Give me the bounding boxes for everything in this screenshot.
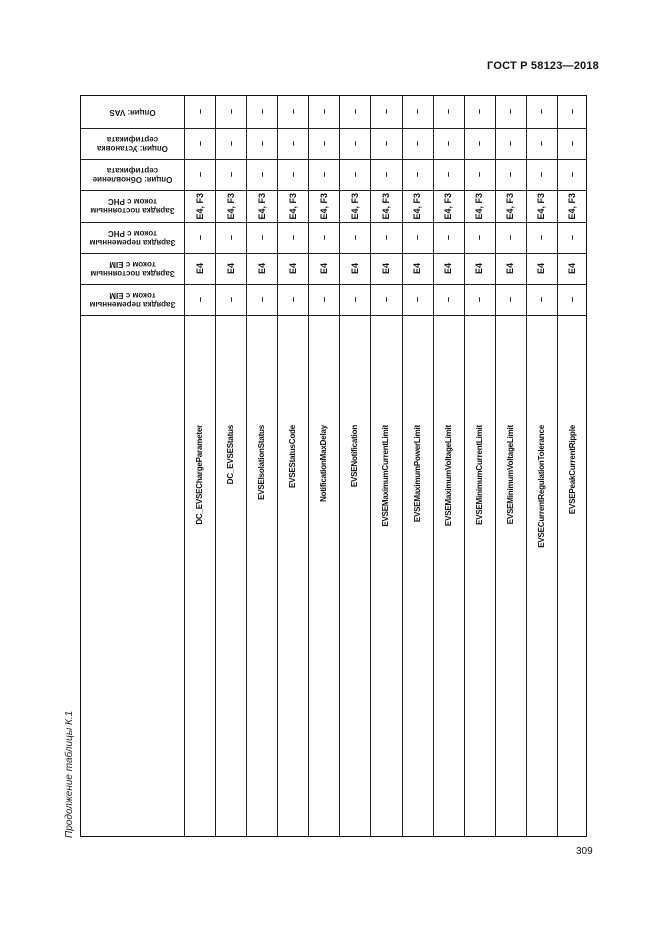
table-cell <box>557 222 588 253</box>
cell-value: – <box>567 140 578 146</box>
table-cell <box>277 96 308 128</box>
cell-value: – <box>318 140 329 146</box>
cell-value: – <box>194 296 205 302</box>
table-cell <box>308 284 339 315</box>
cell-value: E4, F3 <box>380 192 391 220</box>
cell-value: – <box>536 171 547 177</box>
cell-value: – <box>412 140 423 146</box>
row-name-cell <box>464 425 495 836</box>
cell-value: – <box>287 234 298 240</box>
row-name: EVSEStatusCode <box>288 425 298 488</box>
row-name-cell <box>246 425 277 836</box>
row-name: EVSECurrentRegulationTolerance <box>536 425 546 548</box>
column-header-label: Зарядка постоянным током с РНС <box>90 197 175 215</box>
table-cell <box>402 159 433 190</box>
row-name: EVSEMaximumCurrentLimit <box>381 425 391 527</box>
row-name: EVSEIsolationStatus <box>257 425 267 500</box>
table-cell <box>557 159 588 190</box>
table-cell <box>402 284 433 315</box>
cell-value: – <box>225 171 236 177</box>
cell-value: – <box>536 296 547 302</box>
row-name-cell <box>277 425 308 836</box>
cell-value: – <box>318 171 329 177</box>
cell-value: E4, F3 <box>505 192 516 220</box>
column-header-label: Опция: VAS <box>109 107 156 117</box>
table-cell <box>277 128 308 159</box>
table-cell <box>339 128 370 159</box>
cell-value: E4 <box>380 262 391 274</box>
table-cell <box>308 222 339 253</box>
row-name: NotificationMaxDelay <box>319 425 329 502</box>
table-cell <box>215 159 246 190</box>
table-cell <box>526 96 557 128</box>
standard-designation: ГОСТ Р 58123—2018 <box>487 60 599 72</box>
table-cell <box>246 253 277 284</box>
cell-value: E4 <box>287 262 298 274</box>
table-cell <box>339 222 370 253</box>
cell-value: – <box>287 171 298 177</box>
cell-value: – <box>256 171 267 177</box>
cell-value: – <box>380 140 391 146</box>
table-cell <box>464 190 495 222</box>
table-cell <box>370 159 401 190</box>
cell-value: – <box>567 171 578 177</box>
table-cell <box>557 190 588 222</box>
table-cell <box>184 190 215 222</box>
table-cell <box>433 128 464 159</box>
row-name-cell <box>308 425 339 836</box>
table-cell <box>464 159 495 190</box>
table-cell <box>184 128 215 159</box>
table-rule-horizontal <box>81 315 586 316</box>
parameter-table <box>80 95 587 837</box>
cell-value: – <box>505 234 516 240</box>
column-header-install_cert <box>81 128 184 159</box>
table-cell <box>246 128 277 159</box>
cell-value: – <box>505 171 516 177</box>
cell-value: – <box>474 171 485 177</box>
cell-value: – <box>567 234 578 240</box>
table-cell <box>464 222 495 253</box>
table-cell <box>339 253 370 284</box>
cell-value: – <box>536 234 547 240</box>
table-cell <box>184 284 215 315</box>
table-cell <box>557 253 588 284</box>
column-header-label: Зарядка постоянным током с EIM <box>90 259 175 278</box>
cell-value: – <box>443 296 454 302</box>
column-header-label: Опция: Установка сертификата <box>97 134 168 153</box>
table-continuation-note: Продолжение таблицы К.1 <box>64 710 75 838</box>
row-name-cell <box>526 425 557 836</box>
table-cell <box>370 128 401 159</box>
column-header-dc_charging_rhc <box>81 190 184 222</box>
row-name-cell <box>184 425 215 836</box>
cell-value: E4 <box>567 262 578 274</box>
cell-value: – <box>505 109 516 115</box>
table-cell <box>370 222 401 253</box>
cell-value: – <box>194 171 205 177</box>
table-cell <box>215 96 246 128</box>
cell-value: E4 <box>194 262 205 274</box>
table-cell <box>215 222 246 253</box>
cell-value: – <box>287 140 298 146</box>
table-cell <box>495 96 526 128</box>
table-cell <box>557 284 588 315</box>
table-cell <box>433 190 464 222</box>
cell-value: – <box>349 109 360 115</box>
cell-value: E4, F3 <box>412 192 423 220</box>
cell-value: – <box>318 109 329 115</box>
cell-value: – <box>349 171 360 177</box>
table-cell <box>246 96 277 128</box>
cell-value: E4 <box>443 262 454 274</box>
column-header-label: Опция: Обновление сертификата <box>92 165 173 184</box>
row-name-cell <box>215 425 246 836</box>
table-cell <box>339 190 370 222</box>
cell-value: – <box>194 109 205 115</box>
table-cell <box>277 253 308 284</box>
table-cell <box>184 253 215 284</box>
row-name-cell <box>339 425 370 836</box>
table-cell <box>339 284 370 315</box>
table-cell <box>526 190 557 222</box>
cell-value: – <box>505 296 516 302</box>
table-cell <box>464 253 495 284</box>
cell-value: E4, F3 <box>256 192 267 220</box>
row-name: EVSEMaximumVoltageLimit <box>443 425 453 527</box>
table-cell <box>464 96 495 128</box>
cell-value: – <box>443 109 454 115</box>
cell-value: – <box>256 234 267 240</box>
table-cell <box>184 159 215 190</box>
table-cell <box>557 128 588 159</box>
table-cell <box>402 190 433 222</box>
cell-value: – <box>256 140 267 146</box>
cell-value: E4, F3 <box>194 192 205 220</box>
cell-value: – <box>443 140 454 146</box>
table-cell <box>402 253 433 284</box>
table-cell <box>495 128 526 159</box>
row-name: DC_EVSEStatus <box>226 425 236 485</box>
cell-value: E4, F3 <box>287 192 298 220</box>
cell-value: – <box>536 109 547 115</box>
table-cell <box>402 128 433 159</box>
table-cell <box>246 284 277 315</box>
table-cell <box>495 190 526 222</box>
cell-value: – <box>380 109 391 115</box>
table-cell <box>308 128 339 159</box>
cell-value: – <box>412 109 423 115</box>
cell-value: – <box>225 234 236 240</box>
table-cell <box>277 222 308 253</box>
row-name: EVSEMaximumPowerLimit <box>412 425 422 523</box>
cell-value: – <box>194 234 205 240</box>
table-cell <box>246 190 277 222</box>
cell-value: – <box>287 109 298 115</box>
cell-value: E4, F3 <box>225 192 236 220</box>
table-cell <box>433 222 464 253</box>
table-cell <box>370 284 401 315</box>
cell-value: E4, F3 <box>536 192 547 220</box>
column-header-update_cert <box>81 159 184 190</box>
table-cell <box>339 96 370 128</box>
cell-value: E4 <box>318 262 329 274</box>
table-cell <box>433 253 464 284</box>
table-cell <box>215 284 246 315</box>
cell-value: – <box>474 140 485 146</box>
row-name: EVSEPeakCurrentRipple <box>567 425 577 515</box>
cell-value: – <box>287 296 298 302</box>
cell-value: – <box>474 109 485 115</box>
row-name-cell <box>433 425 464 836</box>
cell-value: – <box>225 296 236 302</box>
cell-value: – <box>412 296 423 302</box>
cell-value: – <box>380 171 391 177</box>
table-cell <box>402 96 433 128</box>
cell-value: E4, F3 <box>318 192 329 220</box>
table-cell <box>246 222 277 253</box>
table-cell <box>526 284 557 315</box>
table-cell <box>370 96 401 128</box>
column-header-ac_charging_eim <box>81 284 184 315</box>
row-name: EVSEMinimumVoltageLimit <box>505 425 515 525</box>
table-cell <box>464 128 495 159</box>
table-cell <box>557 96 588 128</box>
table-cell <box>433 159 464 190</box>
row-name-cell <box>370 425 401 836</box>
cell-value: E4 <box>505 262 516 274</box>
cell-value: – <box>474 234 485 240</box>
cell-value: E4 <box>349 262 360 274</box>
cell-value: – <box>194 140 205 146</box>
column-header-label: Зарядка переменным током с РНС <box>89 228 176 247</box>
cell-value: – <box>567 109 578 115</box>
row-name: EVSEMinimumCurrentLimit <box>474 425 484 525</box>
table-cell <box>184 96 215 128</box>
table-cell <box>308 159 339 190</box>
cell-value: – <box>567 296 578 302</box>
cell-value: – <box>225 109 236 115</box>
cell-value: E4, F3 <box>474 192 485 220</box>
table-cell <box>370 190 401 222</box>
table-cell <box>215 253 246 284</box>
cell-value: – <box>349 296 360 302</box>
cell-value: – <box>225 140 236 146</box>
table-cell <box>464 284 495 315</box>
cell-value: E4, F3 <box>349 192 360 220</box>
cell-value: – <box>505 140 516 146</box>
column-header-dc_charging_eim <box>81 253 184 284</box>
table-cell <box>433 284 464 315</box>
cell-value: – <box>256 109 267 115</box>
table-cell <box>526 128 557 159</box>
table-cell <box>526 159 557 190</box>
cell-value: E4, F3 <box>443 192 454 220</box>
row-name-cell <box>402 425 433 836</box>
table-cell <box>402 222 433 253</box>
cell-value: E4 <box>474 262 485 274</box>
table-cell <box>246 159 277 190</box>
row-name-cell <box>557 425 588 836</box>
table-cell <box>433 96 464 128</box>
cell-value: – <box>256 296 267 302</box>
cell-value: – <box>318 234 329 240</box>
table-cell <box>308 190 339 222</box>
cell-value: – <box>443 171 454 177</box>
table-cell <box>308 253 339 284</box>
table-cell <box>215 190 246 222</box>
cell-value: – <box>349 140 360 146</box>
table-cell <box>526 222 557 253</box>
cell-value: E4, F3 <box>567 192 578 220</box>
table-cell <box>308 96 339 128</box>
cell-value: E4 <box>412 262 423 274</box>
cell-value: E4 <box>225 262 236 274</box>
column-header-ac_charging_rhc <box>81 222 184 253</box>
column-header-label: Зарядка переменным током с EIM <box>89 290 176 309</box>
table-cell <box>495 253 526 284</box>
cell-value: E4 <box>256 262 267 274</box>
row-name: DC_EVSEChargeParameter <box>195 425 205 525</box>
table-cell <box>215 128 246 159</box>
table-cell <box>526 253 557 284</box>
cell-value: – <box>474 296 485 302</box>
cell-value: E4 <box>536 262 547 274</box>
cell-value: – <box>318 296 329 302</box>
table-cell <box>184 222 215 253</box>
table-cell <box>370 253 401 284</box>
row-name: EVSENotification <box>350 425 360 488</box>
row-name-cell <box>495 425 526 836</box>
cell-value: – <box>412 171 423 177</box>
cell-value: – <box>349 234 360 240</box>
table-cell <box>277 284 308 315</box>
table-cell <box>339 159 370 190</box>
table-cell <box>495 222 526 253</box>
table-cell <box>495 284 526 315</box>
column-header-vas <box>81 96 184 128</box>
cell-value: – <box>536 140 547 146</box>
table-cell <box>277 159 308 190</box>
table-cell <box>277 190 308 222</box>
page-number: 309 <box>576 846 593 857</box>
cell-value: – <box>380 234 391 240</box>
cell-value: – <box>380 296 391 302</box>
cell-value: – <box>443 234 454 240</box>
cell-value: – <box>412 234 423 240</box>
table-cell <box>495 159 526 190</box>
